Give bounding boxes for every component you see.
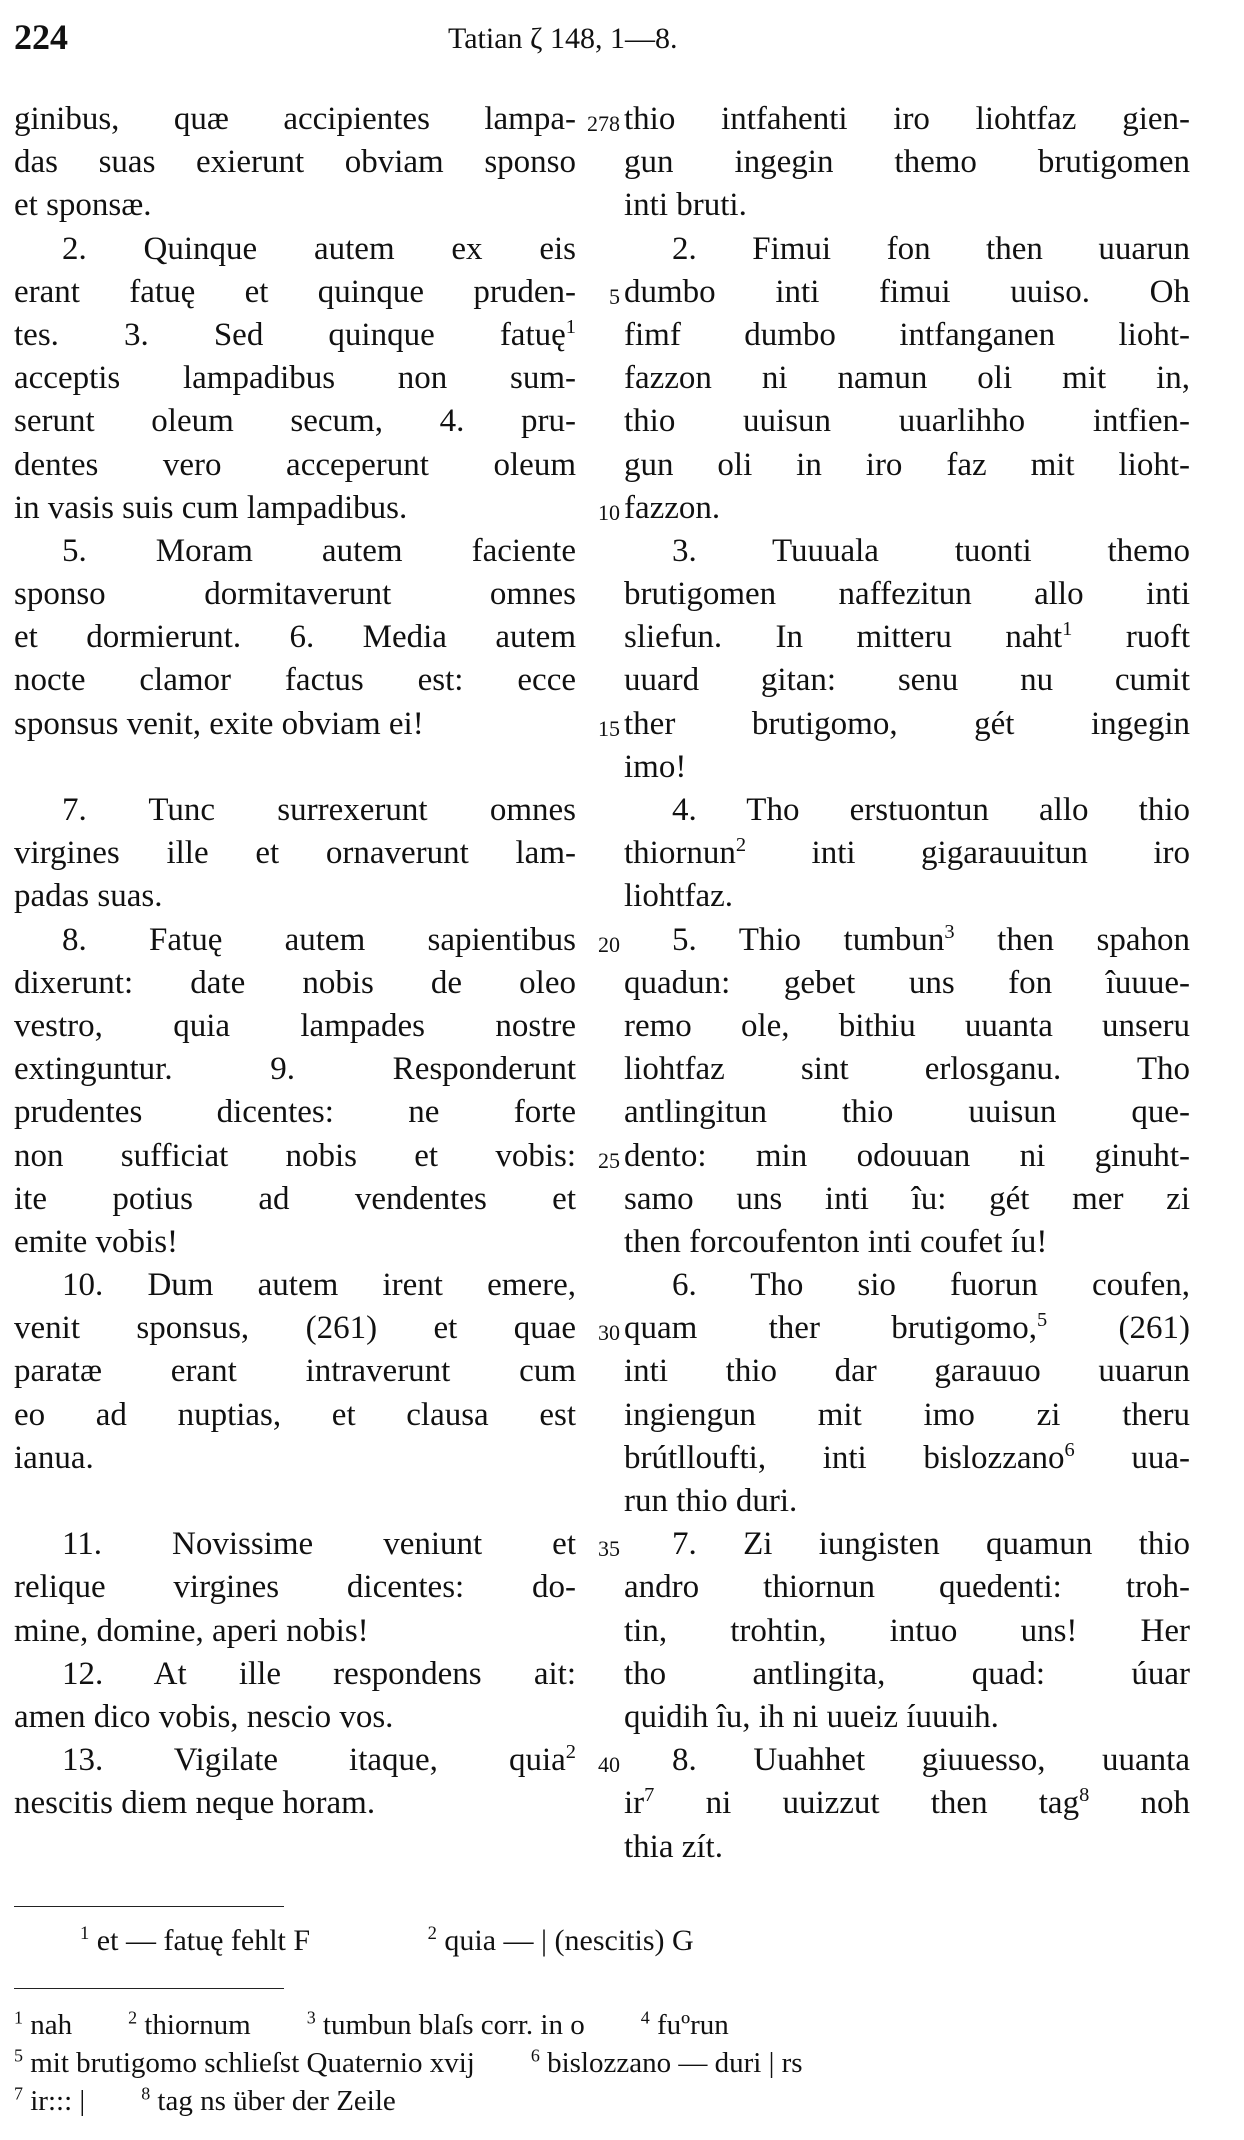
line-number: 5 (609, 283, 620, 309)
ohg-line: dumbo inti fimui uuiso. Oh (624, 273, 1190, 310)
latin-line: paratæ erant intraverunt cum (14, 1353, 576, 1390)
line-number: 20 (598, 931, 620, 957)
ohg-line: imo! (624, 748, 687, 785)
latin-line: ginibus, quæ accipientes lampa- (14, 101, 576, 137)
latin-line: ianua. (14, 1439, 94, 1476)
ohg-line: run thio duri. (624, 1483, 798, 1519)
footnote: $^6$ bislozzano — duri | rs (530, 2045, 803, 2079)
line-number-column (580, 98, 622, 1826)
latin-line: virgines ille et ornaverunt lam- (14, 835, 576, 872)
footnote: $^2$ thiornum (128, 2007, 251, 2041)
ohg-line: fimf dumbo intfanganen lioht- (624, 316, 1190, 353)
ohg-line: samo uns inti îu: gét mer zi (624, 1180, 1190, 1217)
latin-line: sponso dormitaverunt omnes (14, 576, 576, 613)
latin-line: das suas exierunt obviam sponso (14, 144, 576, 181)
line-number: 30 (598, 1320, 620, 1346)
latin-line: vestro, quia lampades nostre (14, 1007, 576, 1044)
latin-line (14, 1480, 576, 1523)
latin-line: sponsus venit, exite obviam ei! (14, 705, 424, 742)
latin-line: venit sponsus, (261) et quae (14, 1310, 576, 1347)
latin-line: relique virgines dicentes: do- (14, 1569, 576, 1606)
ohg-line: dento: min odouuan ni ginuht- (624, 1137, 1190, 1174)
apparatus-note: $^1$ et — fatuę fehlt F (80, 1923, 311, 1957)
latin-line (14, 746, 576, 789)
ohg-line: thiornun$^2$ inti gigarauuitun iro (624, 834, 1190, 872)
latin-line: amen dico vobis, nescio vos. (14, 1698, 394, 1735)
ohg-line: inti thio dar garauuo uuarun (624, 1353, 1190, 1390)
latin-line: nescitis diem neque horam. (14, 1785, 376, 1822)
footnote: $^8$ tag ns über der Zeile (141, 2083, 396, 2117)
line-number: 35 (598, 1536, 620, 1562)
latin-line: eo ad nuptias, et clausa est (14, 1396, 576, 1433)
latin-line: 10. Dum autem irent emere, (62, 1267, 576, 1304)
ohg-line: 3. Tuuuala tuonti themo (672, 532, 1190, 569)
latin-line: tes. 3. Sed quinque fatuę$^1$ (14, 315, 576, 353)
ohg-line: gun oli in iro faz mit lioht- (624, 446, 1190, 483)
latin-line: 11. Novissime veniunt et (62, 1526, 576, 1563)
footnote: $^4$ fuºrun (640, 2007, 729, 2041)
ohg-line: 2. Fimui fon then uuarun (672, 230, 1190, 267)
apparatus-rule (14, 1906, 284, 1907)
latin-line: erant fatuę et quinque pruden- (14, 273, 576, 310)
latin-line: 8. Fatuę autem sapientibus (62, 921, 576, 958)
footnote: $^3$ tumbun blaſs corr. in o (306, 2007, 585, 2041)
page-number: 224 (14, 17, 68, 57)
ohg-line: gun ingegin themo brutigomen (624, 144, 1190, 181)
line-number: 40 (598, 1752, 620, 1778)
latin-line: 7. Tunc surrexerunt omnes (62, 792, 576, 828)
latin-line: extinguntur. 9. Responderunt (14, 1051, 576, 1088)
latin-line: et sponsæ. (14, 187, 152, 224)
ohg-line: thio intfahenti iro liohtfaz gien- (624, 101, 1190, 137)
latin-line: in vasis suis cum lampadibus. (14, 489, 408, 526)
latin-line: non sufficiat nobis et vobis: (14, 1137, 576, 1174)
latin-line: dixerunt: date nobis de oleo (14, 964, 576, 1001)
line-number: 25 (598, 1147, 620, 1173)
line-number: 15 (598, 715, 620, 741)
latin-line: serunt oleum secum, 4. pru- (14, 403, 576, 440)
ohg-line: 6. Tho sio fuorun coufen, (672, 1267, 1190, 1304)
ohg-line: 8. Uuahhet giuuesso, uuanta (672, 1742, 1190, 1779)
ohg-line: liohtfaz sint erlosganu. Tho (624, 1051, 1190, 1088)
apparatus-notes (80, 1924, 1180, 1958)
latin-line: 12. At ille respondens ait: (62, 1655, 576, 1692)
ohg-line: quam ther brutigomo,$^5$ (261) (624, 1309, 1190, 1347)
ohg-line: fazzon ni namun oli mit in, (624, 360, 1190, 397)
ohg-line: inti bruti. (624, 187, 747, 224)
ohg-line: andro thiornun quedenti: troh- (624, 1569, 1190, 1606)
ohg-line: antlingitun thio uuisun que- (624, 1094, 1190, 1131)
ohg-line: brútlloufti, inti bislozzano$^6$ uua- (624, 1438, 1191, 1476)
page-header (0, 10, 1244, 70)
footnote-row (14, 2082, 1194, 2120)
ohg-line: then forcoufenton inti coufet íu! (624, 1223, 1048, 1260)
footnote: $^5$ mit brutigomo schlieſst Quaternio xvij (14, 2045, 475, 2079)
latin-line: ite potius ad vendentes et (14, 1180, 576, 1217)
ohg-line: quadun: gebet uns fon îuuue- (624, 964, 1190, 1001)
ohg-line: quidih îu, ih ni uueiz íuuuih. (624, 1698, 999, 1735)
latin-line: emite vobis! (14, 1223, 179, 1260)
ohg-line: brutigomen naffezitun allo inti (624, 576, 1190, 613)
latin-column (14, 98, 576, 1826)
footnote: $^1$ nah (14, 2007, 73, 2041)
ohg-line: sliefun. In mitteru naht$^1$ ruoft (624, 618, 1190, 656)
ohg-line: 5. Thio tumbun$^3$ then spahon (672, 920, 1190, 958)
ohg-line: 4. Tho erstuontun allo thio (672, 792, 1190, 828)
ohg-line: fazzon. (624, 489, 721, 526)
ohg-line: remo ole, bithiu uuanta unseru (624, 1007, 1190, 1044)
footnotes (14, 2006, 1194, 2120)
latin-line: 13. Vigilate itaque, quia$^2$ (62, 1741, 576, 1779)
ohg-line: tin, trohtin, intuo uns! Her (624, 1612, 1190, 1649)
ohg-line: $ir^7$ ni uuizzut then tag$^8$ noh (624, 1784, 1191, 1822)
line-number: 278 (587, 111, 620, 136)
ohg-line: uuard gitan: senu nu cumit (624, 662, 1190, 699)
latin-line: 2. Quinque autem ex eis (62, 230, 576, 267)
ohg-line: liohtfaz. (624, 878, 734, 915)
footnote-rule (14, 1988, 284, 1989)
ohg-line: tho antlingita, quad: úuar (624, 1655, 1190, 1692)
footnote: $^7$ ir::: | (14, 2083, 86, 2117)
ohg-line: thio uuisun uuarlihho intfien- (624, 403, 1190, 440)
ohg-line: ingiengun mit imo zi theru (624, 1396, 1190, 1433)
latin-line: prudentes dicentes: ne forte (14, 1094, 576, 1131)
ohg-line: thia zít. (624, 1828, 723, 1865)
ohg-line: ther brutigomo, gét ingegin (624, 705, 1190, 742)
running-title: Tatian ζ 148, 1—8. (448, 22, 678, 55)
latin-line: nocte clamor factus est: ecce (14, 662, 576, 699)
latin-line: 5. Moram autem faciente (62, 532, 576, 569)
latin-line: acceptis lampadibus non sum- (14, 360, 576, 397)
latin-line: dentes vero acceperunt oleum (14, 446, 576, 483)
footnote-row (14, 2006, 1194, 2044)
latin-line: mine, domine, aperi nobis! (14, 1612, 369, 1649)
line-number: 10 (598, 499, 620, 525)
footnote-row (14, 2044, 1194, 2082)
ohg-line: 7. Zi iungisten quamun thio (672, 1526, 1190, 1563)
latin-line: padas suas. (14, 878, 163, 915)
apparatus-note: $^2$ quia — | (nescitis) G (427, 1923, 694, 1957)
latin-line: et dormierunt. 6. Media autem (14, 619, 576, 656)
old-high-german-column (624, 98, 1190, 1869)
